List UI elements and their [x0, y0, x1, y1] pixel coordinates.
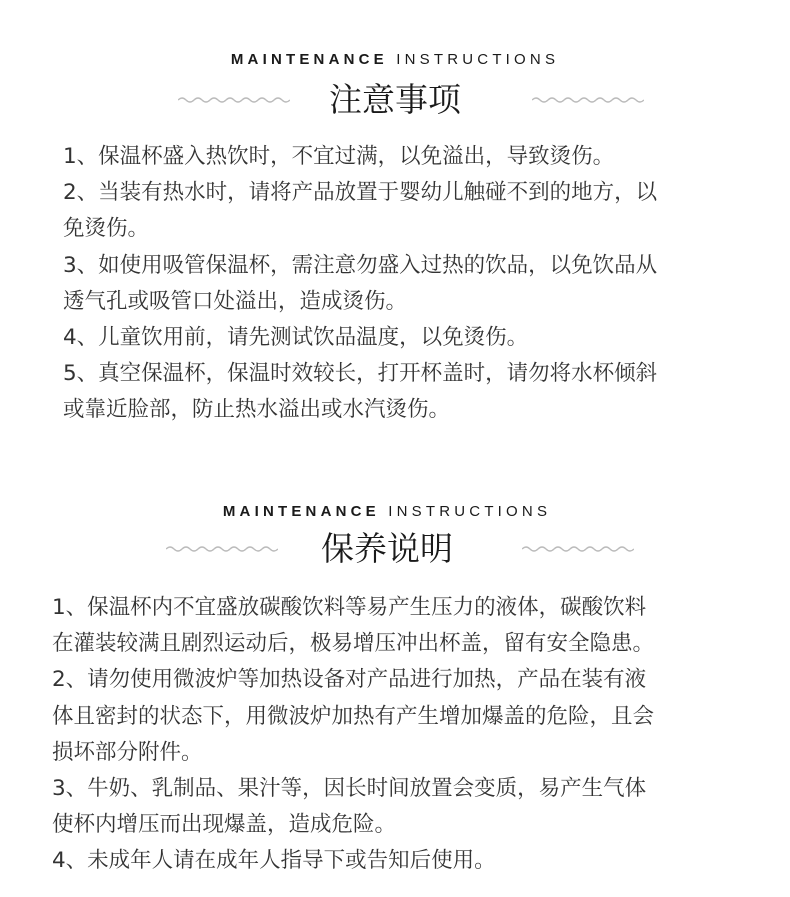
section-title: 注意事项 [329, 80, 461, 119]
section-english-title [0, 51, 790, 68]
list-item: 3、如使用吸管保温杯，需注意勿盛入过热的饮品，以免饮品从 透气孔或吸管口处溢出，造成烫伤。 [63, 252, 658, 314]
right-wave-ornament [522, 543, 634, 555]
right-wave-ornament [532, 94, 644, 106]
english-title-bold: MAINTENANCE [230, 51, 388, 68]
list-item: 1、保温杯盛入热饮时，不宜过满，以免溢出，导致烫伤。 [63, 144, 615, 169]
list-item: 5、真空保温杯，保温时效较长，打开杯盖时，请勿将水杯倾斜 或靠近脸部，防止热水溢出或水汽烫伤。 [63, 361, 658, 423]
list-item: 4、未成年人请在成年人指导下或告知后使用。 [52, 848, 496, 874]
care-list [52, 590, 762, 880]
section-english-title [0, 503, 782, 520]
list-item: 2、请勿使用微波炉等加热设备对产品进行加热，产品在装有液 体且密封的状态下，用微波炉加热有产生增加爆盖的危险，且会 损坏部分附件。 [52, 667, 655, 765]
title-row [0, 78, 790, 122]
list-item: 4、儿童饮用前，请先测试饮品温度，以免烫伤。 [63, 325, 529, 351]
list-item: 1、保温杯内不宜盛放碳酸饮料等易产生压力的液体，碳酸饮料 在灌装较满且剧烈运动后，极易增压冲出杯盖，留有安全隐患。 [52, 595, 655, 657]
notice-list [63, 139, 753, 429]
section-title: 保养说明 [321, 529, 453, 568]
english-title-light: INSTRUCTIONS [388, 503, 552, 520]
list-item: 3、牛奶、乳制品、果汁等，因长时间放置会变质，易产生气体 使杯内增压而出现爆盖，造成危险。 [52, 776, 647, 838]
title-row [0, 527, 790, 571]
list-item: 2、当装有热水时，请将产品放置于婴幼儿触碰不到的地方，以 免烫伤。 [63, 180, 658, 242]
english-title-light: INSTRUCTIONS [396, 51, 560, 68]
english-title-bold: MAINTENANCE [222, 503, 380, 520]
